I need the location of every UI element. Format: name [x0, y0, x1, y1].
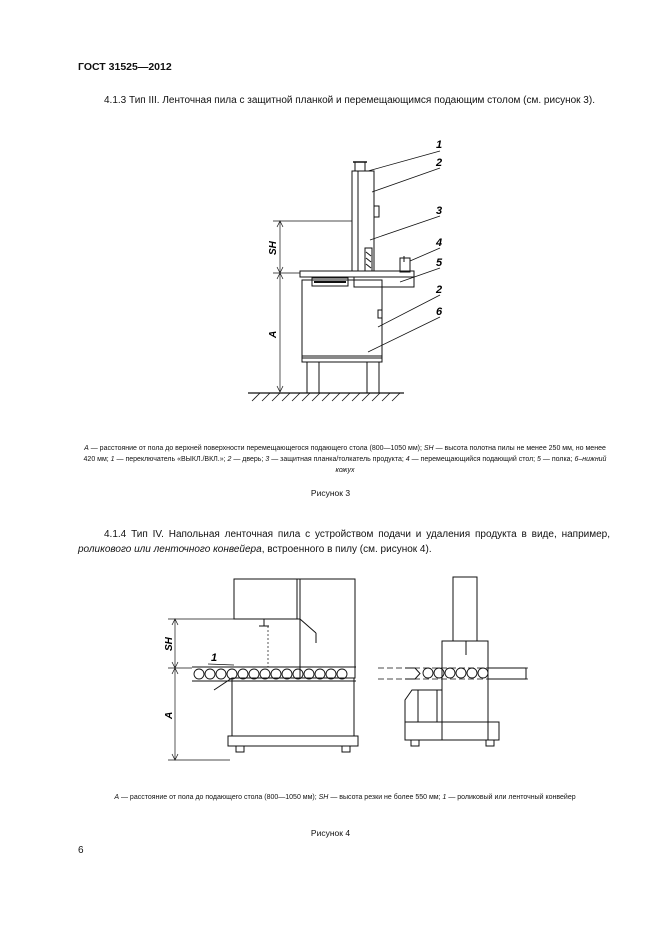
- legend4-a-symbol: A: [114, 794, 120, 801]
- legend4-sh-text: — высота резки не более 550 мм;: [328, 794, 443, 801]
- figure-4-legend: [78, 792, 612, 803]
- fig3-callout-3: 3: [436, 205, 443, 217]
- legend4-1-symbol: 1: [442, 794, 447, 801]
- figure-3-caption: Рисунок 3: [310, 488, 351, 498]
- legend-1-symbol: 1: [110, 456, 115, 463]
- legend-a-symbol: A: [84, 445, 89, 452]
- legend4-a-text: — расстояние от пола до подающего стола (800—1050 мм);: [119, 794, 319, 801]
- legend-3-symbol: 3: [265, 456, 270, 463]
- legend-6-text: 6–нижний кожух: [335, 456, 607, 474]
- fig3-callout-2: 2: [436, 157, 443, 169]
- section-4-1-4-text: [78, 527, 610, 557]
- legend-2-text: — дверь;: [231, 456, 266, 463]
- legend-3-text: — защитная планка/толкатель продукта;: [269, 456, 406, 463]
- figure-3-legend: [78, 443, 612, 476]
- section-4-1-4-part2: , встроенного в пилу (см. рисунок 4).: [261, 544, 432, 555]
- legend-2-symbol: 2: [227, 456, 232, 463]
- figure-4-caption: Рисунок 4: [310, 828, 351, 838]
- figure-4-drawing: [0, 565, 661, 765]
- fig3-dim-a: A: [268, 330, 279, 338]
- section-4-1-4-italic: роликового или ленточного конвейера: [78, 544, 262, 555]
- fig4-callout-1: 1: [211, 652, 218, 664]
- legend-4-text: — перемещающийся подающий стол;: [409, 456, 538, 463]
- section-4-1-3-text: 4.1.3 Тип III. Ленточная пила с защитной планкой и перемещающимся подающим столом (см. рисунок 3).: [104, 95, 595, 106]
- fig3-callout-5: 5: [436, 257, 443, 269]
- legend-1-text: — переключатель «ВЫКЛ./ВКЛ.»;: [114, 456, 228, 463]
- legend-5-symbol: 5: [537, 456, 541, 463]
- fig3-callout-1: 1: [436, 139, 443, 151]
- fig3-callout-2b: 2: [436, 284, 443, 296]
- fig3-dim-sh: SH: [268, 241, 279, 255]
- page-number: 6: [78, 845, 84, 856]
- legend-4-symbol: 4: [405, 456, 410, 463]
- legend-5-text: — полка;: [540, 456, 575, 463]
- legend-sh-text: — высота полотна пилы не менее 250 мм, но менее 420 мм;: [83, 445, 606, 463]
- legend4-1-text: — роликовый или ленточный конвейер: [446, 794, 576, 801]
- standard-header: ГОСТ 31525—2012: [78, 61, 172, 73]
- fig3-callout-4: 4: [436, 237, 443, 249]
- fig3-callout-6: 6: [436, 306, 443, 318]
- legend4-sh-symbol: SH: [318, 794, 329, 801]
- fig4-dim-a: A: [164, 711, 175, 719]
- figure-3-drawing: [0, 0, 661, 420]
- section-4-1-4-part1: 4.1.4 Тип IV. Напольная ленточная пила с устройством подачи и удаления продукта в виде, например,: [104, 529, 610, 540]
- legend-sh-symbol: SH: [423, 445, 434, 452]
- legend-a-text: — расстояние от пола до верхней поверхности перемещающегося подающего стола (800—1050 мм);: [88, 445, 424, 452]
- fig4-dim-sh: SH: [164, 637, 175, 651]
